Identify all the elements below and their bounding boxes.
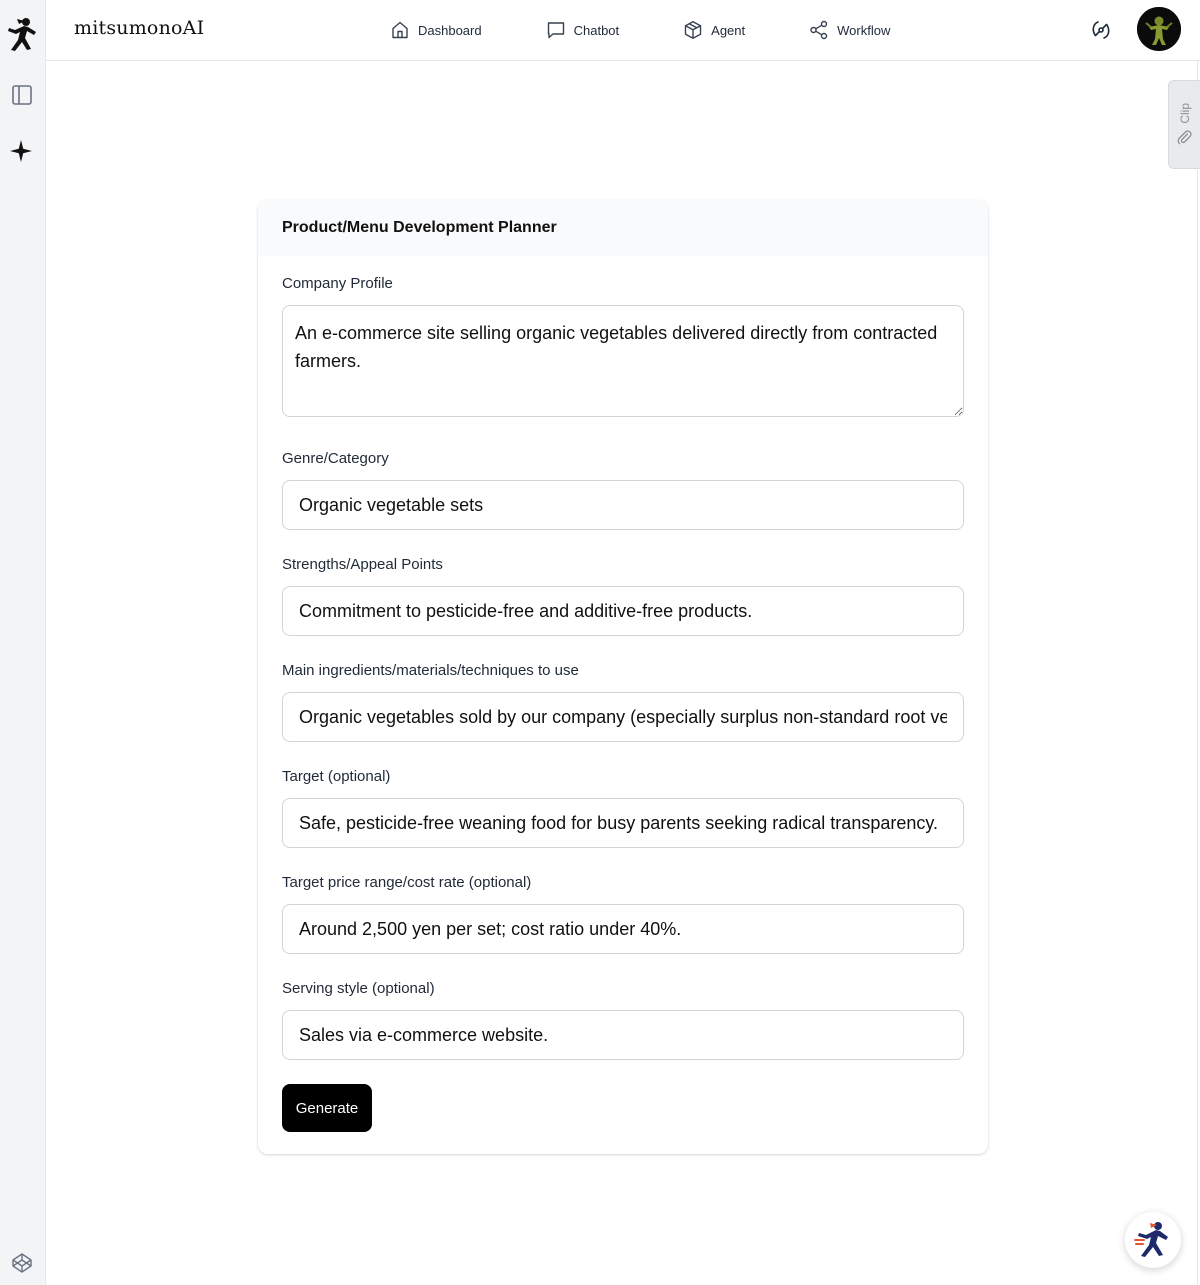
brand-name[interactable]: mitsumonoAI bbox=[74, 17, 205, 39]
price-input[interactable] bbox=[282, 904, 964, 954]
nav-chatbot[interactable] bbox=[546, 20, 620, 40]
strengths-input[interactable] bbox=[282, 586, 964, 636]
price-label: Target price range/cost rate (optional) bbox=[282, 874, 532, 891]
nav-dashboard-label: Dashboard bbox=[418, 22, 482, 38]
genre-label: Genre/Category bbox=[282, 450, 389, 467]
ninja-assistant-icon bbox=[1134, 1220, 1172, 1260]
ingredients-input[interactable] bbox=[282, 692, 964, 742]
broadcast-icon[interactable] bbox=[1089, 18, 1113, 42]
company-profile-label: Company Profile bbox=[282, 275, 393, 292]
cube-icon bbox=[683, 20, 703, 40]
paperclip-icon bbox=[1176, 129, 1192, 145]
planner-title: Product/Menu Development Planner bbox=[258, 200, 988, 256]
company-profile-textarea[interactable] bbox=[282, 305, 964, 417]
scroll-edge bbox=[1197, 61, 1198, 1285]
planner-form bbox=[258, 256, 988, 1132]
ingredients-label: Main ingredients/materials/techniques to use bbox=[282, 662, 579, 679]
sparkle-icon[interactable] bbox=[9, 139, 33, 163]
top-bar bbox=[46, 0, 1200, 61]
nav-chatbot-label: Chatbot bbox=[573, 22, 620, 38]
nav-workflow[interactable] bbox=[809, 20, 890, 40]
avatar-image-icon bbox=[1137, 7, 1181, 51]
strengths-label: Strengths/Appeal Points bbox=[282, 556, 443, 573]
nav-agent[interactable] bbox=[683, 20, 745, 40]
target-input[interactable] bbox=[282, 798, 964, 848]
nav-agent-label: Agent bbox=[711, 22, 746, 38]
share-nodes-icon bbox=[809, 20, 829, 40]
codepen-icon[interactable] bbox=[11, 1252, 33, 1274]
nav-workflow-label: Workflow bbox=[837, 22, 891, 38]
generate-button[interactable]: Generate bbox=[282, 1084, 372, 1132]
serving-style-label: Serving style (optional) bbox=[282, 980, 435, 997]
serving-style-input[interactable] bbox=[282, 1010, 964, 1060]
genre-input[interactable] bbox=[282, 480, 964, 530]
planner-card bbox=[258, 200, 988, 1154]
nav-dashboard[interactable] bbox=[390, 20, 482, 40]
clip-tab-label: Clip bbox=[1178, 103, 1192, 124]
left-rail bbox=[0, 0, 46, 1285]
home-icon bbox=[390, 20, 410, 40]
user-avatar[interactable] bbox=[1137, 7, 1181, 51]
clip-tab[interactable] bbox=[1168, 80, 1200, 169]
ninja-logo-icon[interactable] bbox=[5, 16, 39, 52]
target-label: Target (optional) bbox=[282, 768, 391, 785]
sidebar-toggle-icon[interactable] bbox=[11, 84, 33, 106]
chat-bubble-icon bbox=[546, 20, 566, 40]
assistant-fab[interactable] bbox=[1125, 1212, 1181, 1268]
main-nav bbox=[390, 0, 890, 60]
